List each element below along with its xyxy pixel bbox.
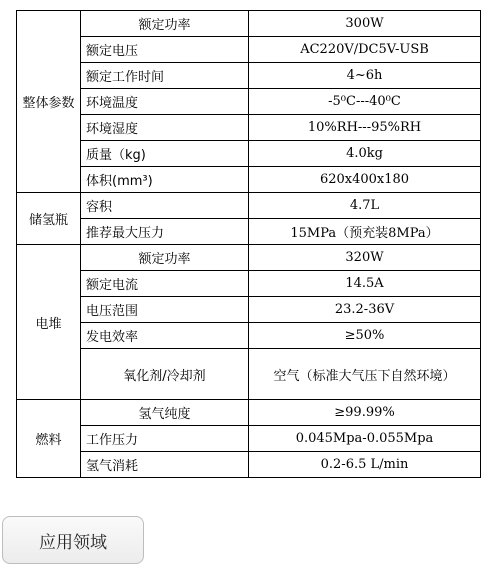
table-row bbox=[17, 37, 481, 63]
param-label: 氢气纯度 bbox=[81, 400, 249, 426]
param-value: AC220V/DC5V-USB bbox=[249, 37, 481, 63]
group-overall: 整体参数 bbox=[17, 11, 81, 193]
table-row bbox=[17, 193, 481, 219]
table-row bbox=[17, 89, 481, 115]
param-label: 体积(mm³) bbox=[81, 167, 249, 193]
group-cylinder: 储氢瓶 bbox=[17, 193, 81, 245]
param-value: 320W bbox=[249, 245, 481, 271]
param-label: 额定电压 bbox=[81, 37, 249, 63]
param-label: 发电效率 bbox=[81, 323, 249, 349]
table-row bbox=[17, 141, 481, 167]
param-value: 4.0kg bbox=[249, 141, 481, 167]
param-label: 质量（kg) bbox=[81, 141, 249, 167]
param-value: 4.7L bbox=[249, 193, 481, 219]
param-label: 氢气消耗 bbox=[81, 452, 249, 478]
table-row bbox=[17, 219, 481, 245]
param-value: 14.5A bbox=[249, 271, 481, 297]
table-row bbox=[17, 167, 481, 193]
param-value: 23.2-36V bbox=[249, 297, 481, 323]
table-row bbox=[17, 349, 481, 400]
table-row bbox=[17, 400, 481, 426]
table-row bbox=[17, 245, 481, 271]
param-value: 300W bbox=[249, 11, 481, 37]
param-value: 15MPa（预充装8MPa） bbox=[249, 219, 481, 245]
param-label: 额定功率 bbox=[81, 245, 249, 271]
param-value: 0.2-6.5 L/min bbox=[249, 452, 481, 478]
param-label: 工作压力 bbox=[81, 426, 249, 452]
param-value: 0.045Mpa-0.055Mpa bbox=[249, 426, 481, 452]
param-label: 环境湿度 bbox=[81, 115, 249, 141]
table-row bbox=[17, 426, 481, 452]
table-row bbox=[17, 297, 481, 323]
param-label: 容积 bbox=[81, 193, 249, 219]
param-value: ≥99.99% bbox=[249, 400, 481, 426]
table-row bbox=[17, 452, 481, 478]
table-row bbox=[17, 323, 481, 349]
param-value: -5⁰C---40⁰C bbox=[249, 89, 481, 115]
param-label: 额定功率 bbox=[81, 11, 249, 37]
spec-table bbox=[16, 10, 481, 478]
group-fuel: 燃料 bbox=[17, 400, 81, 478]
param-value: 620x400x180 bbox=[249, 167, 481, 193]
param-value: 10%RH---95%RH bbox=[249, 115, 481, 141]
param-value: 4~6h bbox=[249, 63, 481, 89]
table-row bbox=[17, 11, 481, 37]
param-label: 电压范围 bbox=[81, 297, 249, 323]
table-row bbox=[17, 271, 481, 297]
application-field-button[interactable]: 应用领域 bbox=[2, 516, 144, 564]
table-row bbox=[17, 63, 481, 89]
param-label: 推荐最大压力 bbox=[81, 219, 249, 245]
param-label: 环境温度 bbox=[81, 89, 249, 115]
group-stack: 电堆 bbox=[17, 245, 81, 400]
param-value: ≥50% bbox=[249, 323, 481, 349]
param-label: 额定工作时间 bbox=[81, 63, 249, 89]
param-label: 氧化剂/冷却剂 bbox=[81, 349, 249, 400]
param-label: 额定电流 bbox=[81, 271, 249, 297]
param-value: 空气（标准大气压下自然环境） bbox=[249, 349, 481, 400]
table-row bbox=[17, 115, 481, 141]
